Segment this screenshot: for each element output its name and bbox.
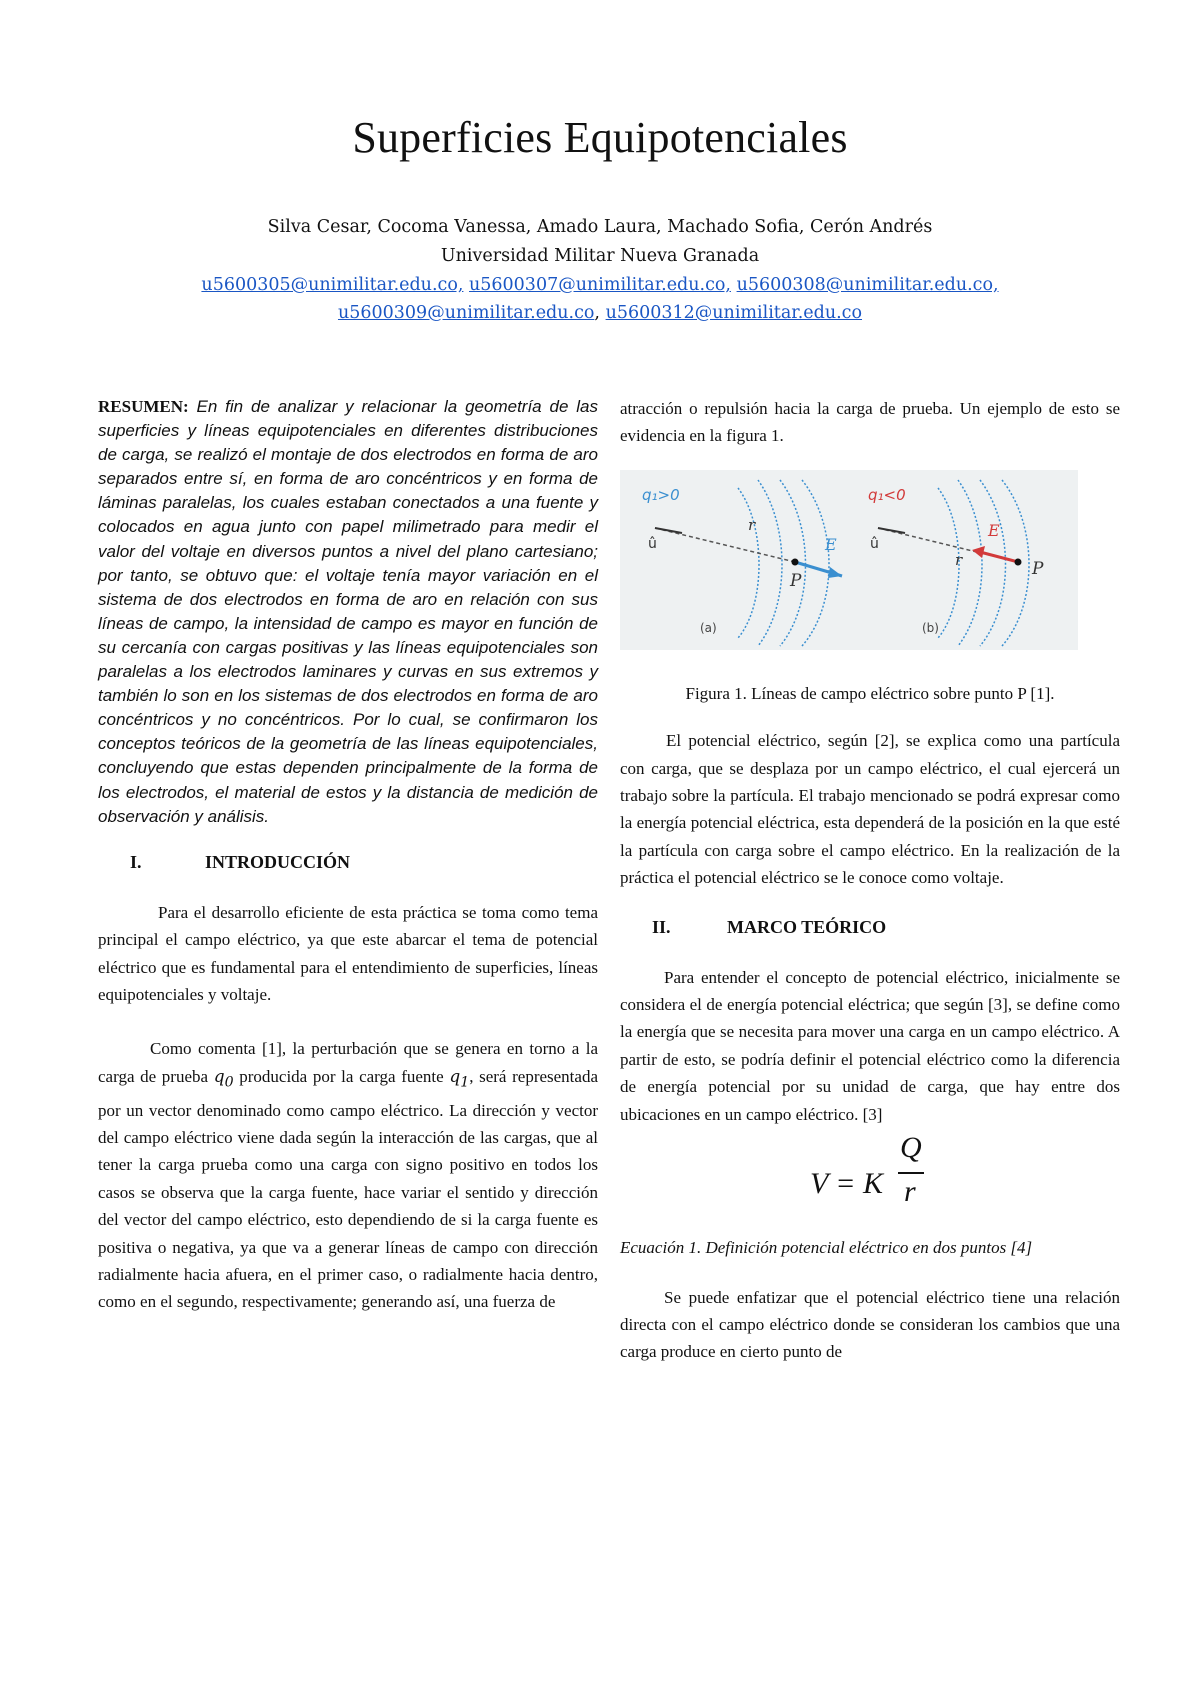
section-number: II. [652,916,671,937]
e-label-b: E [988,520,1000,540]
equation-numerator: Q [900,1131,922,1165]
e-label-a: E [825,534,837,554]
section-title: INTRODUCCIÓN [205,851,351,872]
point-p-a [792,558,799,565]
abstract-text: En fin de analizar y relacionar la geometría de las superficies y líneas equipotenciales en diferentes distribuciones de carga, se realizó el montaje de dos electrodos en forma de aro separados entre sí, en forma de aro concéntricos y en forma de láminas paralelas, los cuales estaban conectados a una fuente y colocados en agua junto con papel milimetrado para medir el valor del voltaje en diversos puntos a nivel del plano cartesiano; por tanto, se obtuvo que: el voltaje tenía mayor variación en el sistema de dos electrodos en forma de aro en relación con sus líneas de campo, la intensidad de campo es mayor en función de su cercanía con cargas positivas y las líneas equipotenciales son paralelas a los electrodos laminares y curvas en sus extremos y también lo son en los sistemas de dos electrodos en forma de aro concéntricos y no concéntricos. Por lo cual, se confirmaron los conceptos teóricos de la geometría de las líneas equipotenciales, concluyendo que estas dependen principalmente de la forma de los electrodos, el material de estos y la distancia de medición de observación y análisis. [98,397,598,826]
figure-1 [620,470,1078,650]
affiliation: Universidad Militar Nueva Granada [440,246,760,266]
intro-paragraph-2: Como comenta [1], la perturbación que se genera en torno a la carga de prueba $q_0$ producida por la carga fuente $q_1$, será representada por un vector denominado como campo eléctrico. La dirección y vector del campo eléctrico viene dada según la interacción de las cargas, que al tener la carga prueba como una carga con signo positivo en todos los casos se observa que la carga fuente, hace variar el sentido y dirección del vector del campo eléctrico, esto dependiendo de si la carga fuente es positiva o negativa, ya que va a generar líneas de campo con dirección radialmente hacia afuera, en el primer caso, o radialmente hacia dentro, como en el segundo, respectivamente; generando así, una fuerza de [98,1039,598,1312]
right-column [620,395,1120,1366]
email-link[interactable]: u5600309@unimilitar.edu.co [337,303,595,323]
paper-title: Superficies Equipotenciales [352,113,848,162]
equation-1 [620,1128,1120,1218]
abstract-label: RESUMEN: [98,397,189,416]
unit-vector-label-b: û [870,535,879,552]
email-line-2: u5600309@unimilitar.edu.co, u5600312@unimilitar.edu.co [337,303,863,323]
p-label-a: P [790,570,802,591]
marco-paragraph-1: Para entender el concepto de potencial eléctrico, inicialmente se considera el de energía potencial eléctrica; que según [3], se define como la energía que se necesita para mover una carga en un campo eléctrico. A partir de esto, se podría definir el potencial eléctrico como la diferencia de energía potencial por su unidad de carga, que hay entre dos ubicaciones en un campo eléctrico. [3] [620,967,1120,1124]
panel-b-label: (b) [922,620,939,635]
right-paragraph-1: El potencial eléctrico, según [2], se explica como una partícula con carga, que se desplaza por un campo eléctrico, el cual ejercerá un trabajo sobre la partícula. El trabajo mencionado se podrá expresar como la energía potencial eléctrica, esta dependerá de la posición en la que esté la partícula con carga sobre el campo eléctrico. En la realización de la práctica el potencial eléctrico se le conoce como voltaje. [620,731,1120,888]
p-label-b: P [1032,558,1044,579]
email-line-1 [0,271,1200,299]
marco-paragraph-2: Se puede enfatizar que el potencial eléctrico tiene una relación directa con el campo eléctrico donde se consideran los cambios que una carga produce en cierto punto de [620,1287,1120,1362]
section-heading-marco [620,914,1120,942]
r-label-b: r [955,550,963,569]
equation-caption: Ecuación 1. Definición potencial eléctrico en dos puntos [4] [620,1238,1033,1258]
r-label-a: r [748,515,756,534]
email-link[interactable]: u5600307@unimilitar.edu.co, [469,275,731,295]
fraction-bar [898,1172,924,1174]
unit-vector-label-a: û [648,535,657,552]
section-title: MARCO TEÓRICO [727,916,887,937]
charge-label-b: q₁<0 [868,485,906,504]
section-heading-intro [98,849,598,877]
equation-denominator: r [904,1175,916,1209]
field-lines-diagram [620,470,1078,650]
section-number: I. [130,851,142,872]
authors: Silva Cesar, Cocoma Vanessa, Amado Laura, Machado Sofia, Cerón Andrés [267,217,933,237]
intro-paragraph-1: Para el desarrollo eficiente de esta práctica se toma como tema principal el campo eléctrico, ya que este abarcar el tema de potencial eléctrico que es fundamental para el entendimiento de superficies, líneas equipotenciales y voltaje. [98,902,598,1004]
abstract [98,395,598,829]
equation-lhs: V = K [810,1167,884,1201]
point-p-b [1015,558,1022,565]
charge-label-a: q₁>0 [642,485,680,504]
email-link[interactable]: u5600312@unimilitar.edu.co [605,303,863,323]
panel-a-label: (a) [700,620,717,635]
left-column [98,395,598,1316]
email-link[interactable]: u5600305@unimilitar.edu.co, [201,275,464,295]
email-link[interactable]: u5600308@unimilitar.edu.co, [736,275,999,295]
figure-caption: Figura 1. Líneas de campo eléctrico sobre punto P [1]. [685,683,1055,703]
right-paragraph-0: atracción o repulsión hacia la carga de prueba. Un ejemplo de esto se evidencia en la figura 1. [620,399,1120,446]
